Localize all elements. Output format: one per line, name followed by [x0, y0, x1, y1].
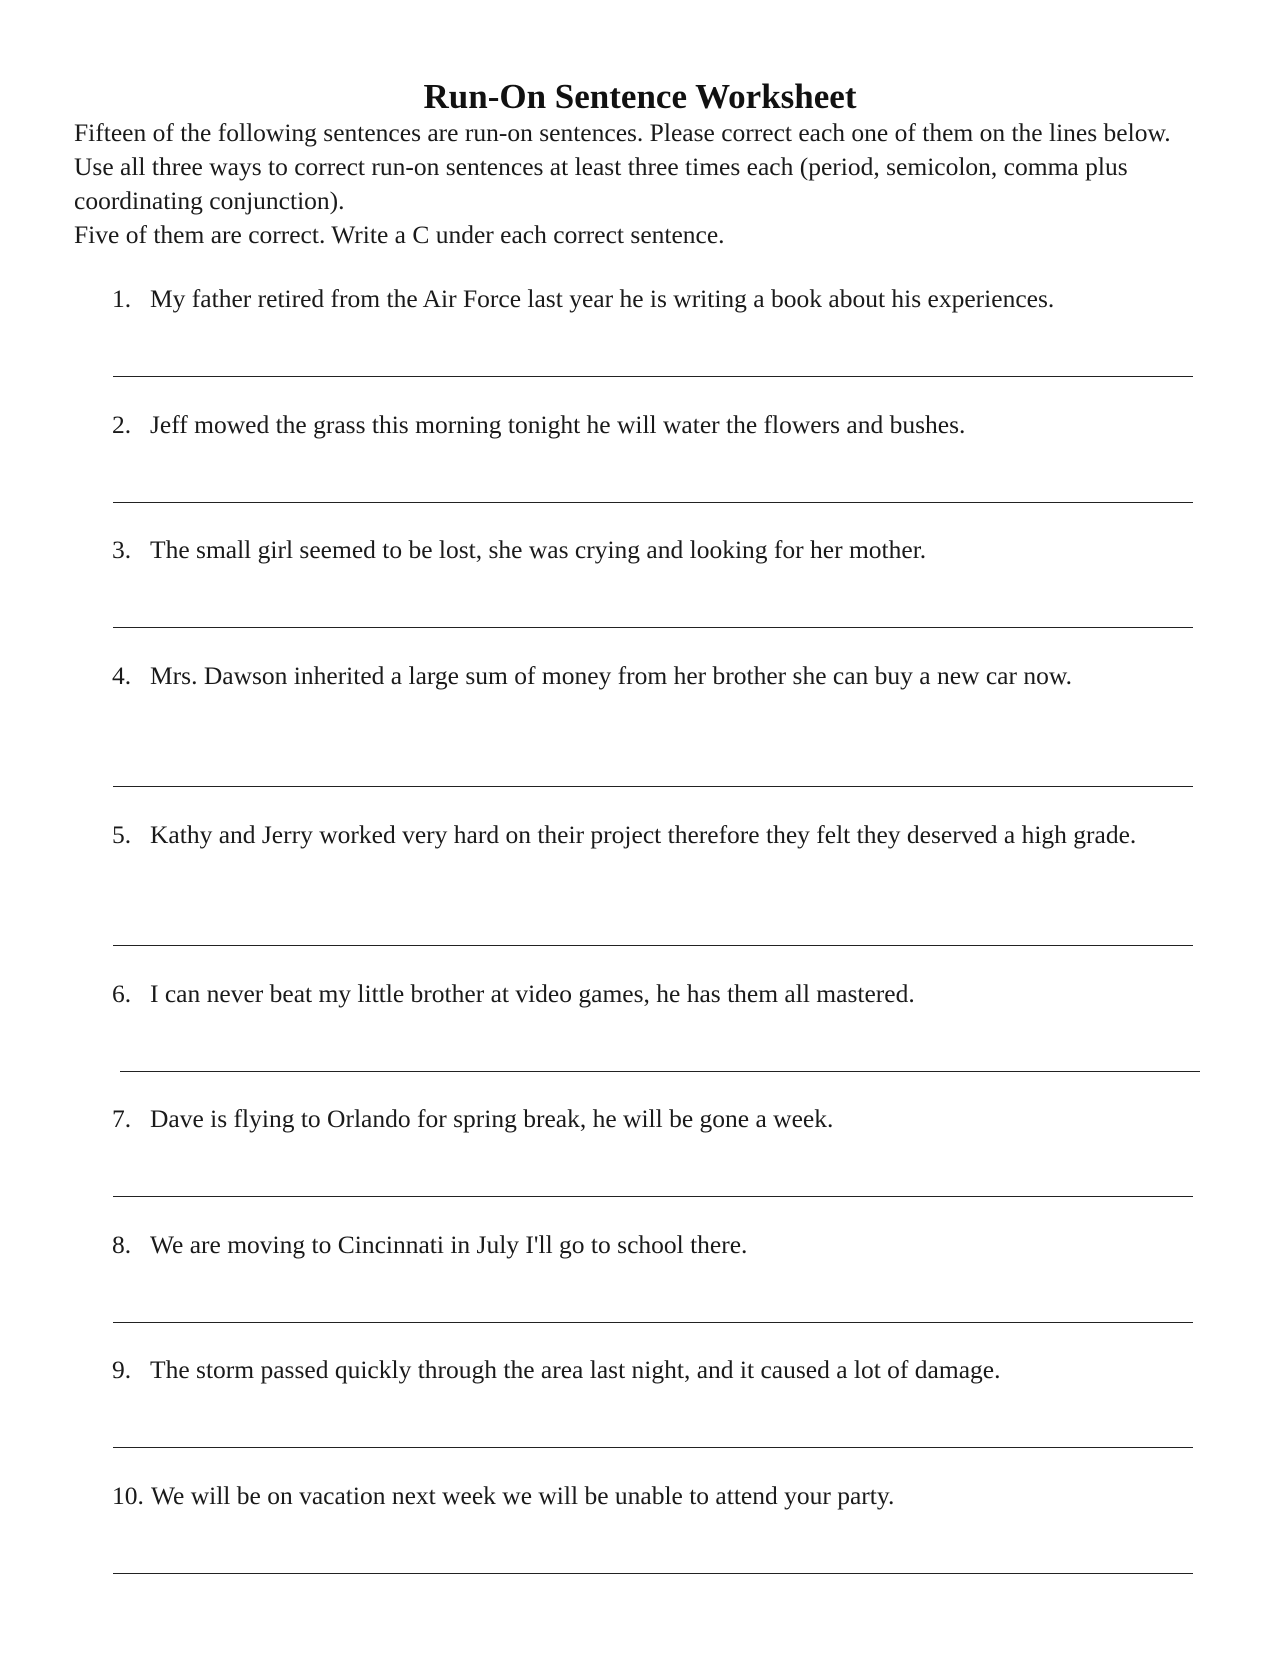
question-9 — [0, 1353, 1280, 1479]
instructions — [74, 116, 1214, 252]
answer-line[interactable] — [113, 945, 1193, 946]
question-text: We are moving to Cincinnati in July I'll go to school there. — [150, 1230, 748, 1259]
answer-line[interactable] — [120, 1071, 1200, 1072]
question-5 — [0, 818, 1280, 976]
question-4 — [0, 659, 1280, 817]
question-number: 8. — [112, 1230, 132, 1259]
question-number: 3. — [112, 535, 132, 564]
answer-line[interactable] — [113, 1196, 1193, 1197]
instructions-paragraph: Five of them are correct. Write a C under each correct sentence. — [74, 220, 725, 249]
question-number: 7. — [112, 1104, 132, 1133]
question-text: Mrs. Dawson inherited a large sum of money from her brother she can buy a new car now. — [150, 661, 1072, 690]
question-text: My father retired from the Air Force last year he is writing a book about his experiences. — [150, 284, 1055, 313]
question-8 — [0, 1228, 1280, 1354]
question-number: 6. — [112, 979, 132, 1008]
answer-line[interactable] — [113, 1447, 1193, 1448]
question-3 — [0, 533, 1280, 659]
question-1 — [0, 282, 1280, 408]
question-number: 9. — [112, 1355, 132, 1384]
question-text: Jeff mowed the grass this morning tonight he will water the flowers and bushes. — [150, 410, 966, 439]
question-7 — [0, 1102, 1280, 1228]
answer-line[interactable] — [113, 376, 1193, 377]
answer-line[interactable] — [113, 502, 1193, 503]
question-text: Kathy and Jerry worked very hard on their project therefore they felt they deserved a high grade. — [150, 820, 1137, 849]
answer-line[interactable] — [113, 786, 1193, 787]
question-number: 5. — [112, 820, 132, 849]
question-10 — [0, 1479, 1280, 1605]
answer-line[interactable] — [113, 627, 1193, 628]
question-text: Dave is flying to Orlando for spring break, he will be gone a week. — [150, 1104, 834, 1133]
page-title: Run-On Sentence Worksheet — [423, 77, 857, 116]
question-number: 10. — [112, 1481, 144, 1510]
question-number: 1. — [112, 284, 132, 313]
instructions-paragraph: Fifteen of the following sentences are run-on sentences. Please correct each one of them on the lines below. Use all three ways to correct run-on sentences at least three times each (period, semicolon, comma plus coordinating conjunction). — [74, 118, 1171, 215]
answer-line[interactable] — [113, 1322, 1193, 1323]
question-text: We will be on vacation next week we will be unable to attend your party. — [151, 1481, 895, 1510]
answer-line[interactable] — [113, 1573, 1193, 1574]
question-text: I can never beat my little brother at video games, he has them all mastered. — [150, 979, 915, 1008]
question-number: 4. — [112, 661, 132, 690]
question-6 — [0, 977, 1280, 1103]
question-number: 2. — [112, 410, 132, 439]
question-2 — [0, 408, 1280, 534]
question-text: The small girl seemed to be lost, she was crying and looking for her mother. — [150, 535, 927, 564]
question-text: The storm passed quickly through the area last night, and it caused a lot of damage. — [150, 1355, 1001, 1384]
